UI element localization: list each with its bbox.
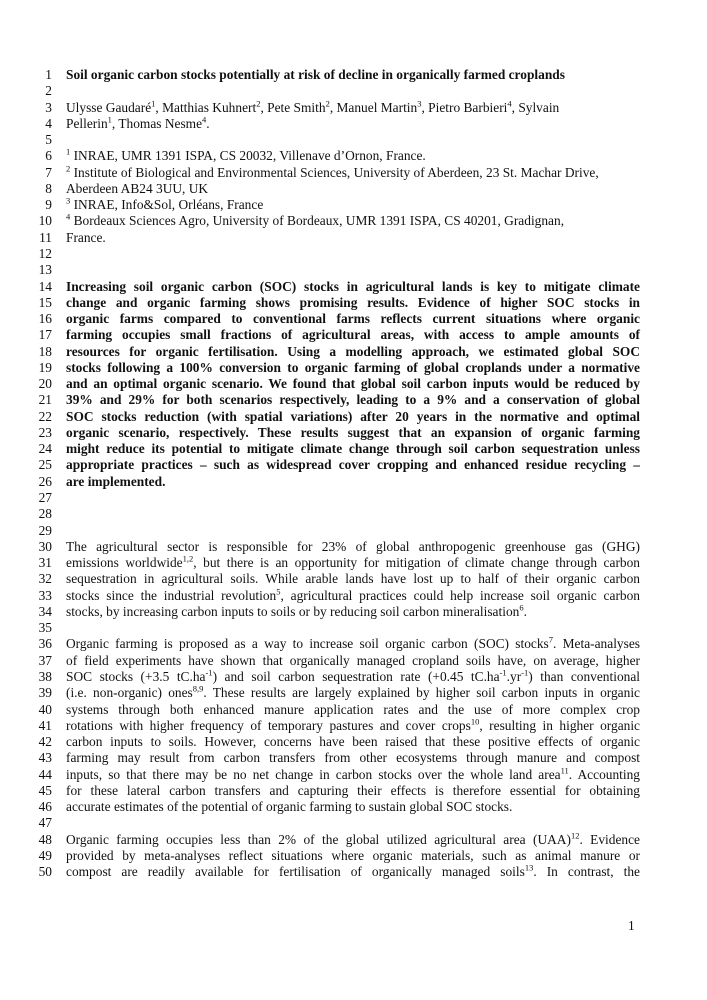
text-run: . In contrast, the [533,864,640,879]
text-run: , Pete Smith [260,100,326,115]
line-number: 40 [38,702,52,717]
line-number: 19 [38,360,52,375]
line-number: 41 [38,718,52,733]
line-number: 37 [38,653,52,668]
line-number: 12 [38,246,52,261]
line-number: 16 [38,311,52,326]
text-run: Institute of Biological and Environmental Sciences, University of Aberdeen, 23 St. Machar Drive, [70,165,599,180]
line-text [66,570,640,588]
text-run: farming may result from carbon transfers from other ecosystems through manure and compost [66,750,640,765]
line-number: 10 [38,213,52,228]
text-run: Organic farming is proposed as a way to increase soil organic carbon (SOC) stocks [66,636,549,651]
superscript: 2 [256,98,261,109]
line-text [66,326,640,344]
text-run: farming occupies small fractions of agricultural areas, with access to ample amounts of [66,327,640,342]
line-number: 20 [38,376,52,391]
line-number: 14 [38,279,52,294]
text-run: 39% and 29% for both scenarios respectively, leading to a 9% and a conservation of global [66,392,640,407]
line-number: 47 [38,815,52,830]
text-run: are implemented. [66,474,166,489]
manuscript-line [0,391,707,409]
line-number: 2 [45,83,52,98]
text-run: systems through both enhanced manure application rates and the use of more complex crop [66,702,640,717]
line-number: 26 [38,474,52,489]
line-number: 36 [38,636,52,651]
line-number: 50 [38,864,52,879]
text-run: . Accounting [568,767,640,782]
line-number: 28 [38,506,52,521]
text-run: stocks since the industrial revolution [66,588,277,603]
superscript: 1 [151,98,156,109]
superscript: 3 [66,195,71,206]
line-number: 6 [45,148,52,163]
line-number: 8 [45,181,52,196]
text-run: . These results are largely explained by higher soil carbon inputs in organic [203,685,640,700]
superscript: 6 [519,602,524,613]
line-number: 43 [38,750,52,765]
line-text [66,684,640,702]
line-number: 3 [45,100,52,115]
text-run: of field experiments have shown that organically managed cropland soils have, on average, higher [66,653,640,668]
line-number: 4 [45,116,52,131]
line-number: 17 [38,327,52,342]
superscript: 11 [560,765,569,776]
line-number: 34 [38,604,52,619]
text-run: provided by meta-analyses reflect situations where organic materials, such as animal manure or [66,848,640,863]
text-run: Aberdeen AB24 3UU, UK [66,181,209,196]
line-text [66,635,640,653]
line-number: 49 [38,848,52,863]
line-text [66,863,640,881]
manuscript-line [0,814,707,832]
text-run: Increasing soil organic carbon (SOC) stocks in agricultural lands is key to mitigate climate [66,279,640,294]
line-number: 32 [38,571,52,586]
text-run: for these lateral carbon transfers and capturing their effects is therefore essential for obtaining [66,783,640,798]
text-run: inputs, so that there may be no net change in carbon stocks over the whole land area [66,767,561,782]
line-text [66,147,426,165]
line-number: 21 [38,392,52,407]
text-run: INRAE, UMR 1391 ISPA, CS 20032, Villenave d’Ornon, France. [70,148,426,163]
line-number: 24 [38,441,52,456]
text-run: carbon inputs to soils. However, concerns have been raised that these positive effects of organic [66,734,640,749]
line-number: 5 [45,132,52,147]
text-run: Ulysse Gaudaré [66,100,152,115]
text-run: , Sylvain [511,100,560,115]
text-run: appropriate practices – such as widespread cover cropping and enhanced residue recycling – [66,457,640,472]
superscript: 1 [107,114,112,125]
text-run: Pellerin [66,116,108,131]
line-number: 44 [38,767,52,782]
line-number: 18 [38,344,52,359]
text-run: , Pietro Barbieri [421,100,508,115]
superscript: 7 [548,634,554,645]
text-run: compost are readily available for fertilisation of organically managed soils [66,864,525,879]
line-number: 29 [38,523,52,538]
manuscript-line [0,749,707,767]
manuscript-line [0,326,707,344]
page-number: 1 [628,918,635,933]
line-number: 35 [38,620,52,635]
manuscript-line [0,456,707,474]
text-run: rotations with higher frequency of temporary pastures and cover crops [66,718,471,733]
line-number: 33 [38,588,52,603]
manuscript-line [0,505,707,523]
line-number: 48 [38,832,52,847]
text-run: . Evidence [579,832,640,847]
text-run: might reduce its potential to mitigate climate change through soil carbon sequestration unless [66,441,640,456]
text-run: , agricultural practices could help increase soil organic carbon [280,588,640,603]
text-run: , but there is an opportunity for mitigation of climate change through carbon [193,555,640,570]
text-run: . [206,116,210,131]
manuscript-line [0,570,707,588]
manuscript-line [0,147,707,165]
line-number: 1 [45,67,52,82]
manuscript-line [0,82,707,100]
superscript: 4 [66,211,71,222]
text-run: emissions worldwide [66,555,183,570]
superscript: -1 [521,667,529,678]
text-run: stocks, by increasing carbon inputs to soils or by reducing soil carbon mineralisation [66,604,520,619]
text-run: ) and soil carbon sequestration rate (+0.45 tC.ha [212,669,500,684]
line-number: 38 [38,669,52,684]
text-run: SOC stocks (+3.5 tC.ha [66,669,206,684]
text-run: INRAE, Info&Sol, Orléans, France [70,197,264,212]
text-run: SOC stocks reduction (with spatial variations) after 20 years in the normative and optimal [66,409,640,424]
superscript: 10 [470,716,480,727]
superscript: 8,9 [192,683,204,694]
line-number: 46 [38,799,52,814]
superscript: 4 [202,114,207,125]
text-run: Organic farming occupies less than 2% of the global utilized agricultural area (UAA) [66,832,571,847]
line-number: 9 [45,197,52,212]
superscript: 2 [66,163,71,174]
text-run: The agricultural sector is responsible for 23% of global anthropogenic greenhouse gas (GHG) [66,539,640,554]
line-number: 11 [39,230,52,245]
text-run: stocks following a 100% conversion to organic farming of global croplands under a normative [66,360,640,375]
line-number: 42 [38,734,52,749]
manuscript-line [0,212,707,230]
line-number: 25 [38,457,52,472]
superscript: 2 [325,98,330,109]
line-number: 27 [38,490,52,505]
line-number: 45 [38,783,52,798]
line-number: 22 [38,409,52,424]
text-run: and an optimal organic scenario. We found that global soil carbon inputs would be reduced by [66,376,640,391]
text-run: . [523,604,527,619]
text-run: resources for organic fertilisation. Using a modelling approach, we estimated global SOC [66,344,640,359]
superscript: -1 [499,667,507,678]
line-number: 31 [38,555,52,570]
superscript: 3 [417,98,422,109]
text-run: (i.e. non-organic) ones [66,685,193,700]
manuscript-line [0,684,707,702]
text-run: , resulting in higher organic [479,718,640,733]
line-number: 15 [38,295,52,310]
superscript: 13 [524,862,534,873]
text-run: France. [66,230,106,245]
text-run: , Thomas Nesme [111,116,203,131]
line-text [66,391,640,409]
text-run: Bordeaux Sciences Agro, University of Bordeaux, UMR 1391 ISPA, CS 40201, Gradignan, [70,213,565,228]
text-run: organic scenario, respectively. These results suggest that an expansion of organic farming [66,425,640,440]
text-run: Soil organic carbon stocks potentially at risk of decline in organically farmed croplands [66,67,565,82]
line-number: 30 [38,539,52,554]
text-run: , Manuel Martin [329,100,418,115]
text-run: , Matthias Kuhnert [155,100,257,115]
line-number: 23 [38,425,52,440]
text-run: accurate estimates of the potential of organic farming to sustain global SOC stocks. [66,799,513,814]
superscript: 12 [570,830,580,841]
text-run: .yr [506,669,522,684]
superscript: 1 [66,146,71,157]
text-run: . Meta-analyses [553,636,640,651]
text-run: sequestration in agricultural soils. While arable lands have lost up to half of their organic carbon [66,571,640,586]
line-number: 39 [38,685,52,700]
superscript: -1 [205,667,213,678]
superscript: 4 [507,98,512,109]
text-run: ) than conventional [528,669,640,684]
line-number: 13 [38,262,52,277]
manuscript-line [0,863,707,881]
superscript: 1,2 [182,553,194,564]
line-text [66,749,640,767]
line-text [66,212,564,230]
line-number: 7 [45,165,52,180]
text-run: organic farms compared to conventional farms reflects current situations where organic [66,311,640,326]
text-run: change and organic farming shows promising results. Evidence of higher SOC stocks in [66,295,640,310]
line-text [66,456,640,474]
manuscript-line [0,635,707,653]
manuscript-line [0,261,707,279]
superscript: 5 [276,586,281,597]
